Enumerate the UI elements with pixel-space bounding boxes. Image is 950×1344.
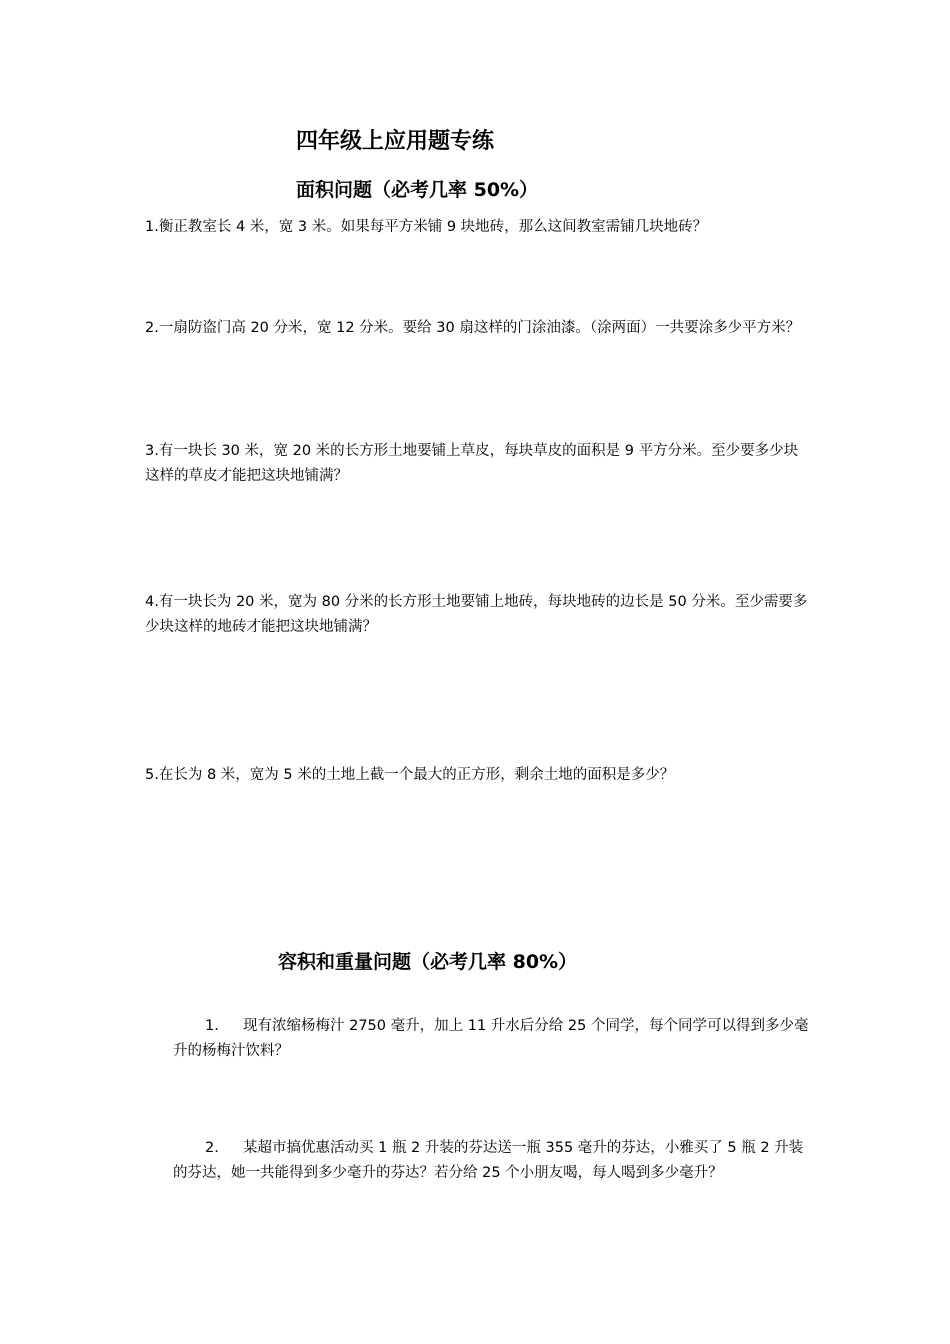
page-title: 四年级上应用题专练 [296, 129, 495, 154]
area-question-4: 4.有一块长为 20 米，宽为 80 分米的长方形土地要铺上地砖，每块地砖的边长是 50 分米。至少需要多少块这样的地砖才能把这块地铺满？ [145, 594, 808, 635]
question-number: 2. [205, 1140, 219, 1156]
question-text: 现有浓缩杨梅汁 2750 毫升，加上 11 升水后分给 25 个同学，每个同学可以得到多少毫升的杨梅汁饮料？ [173, 1018, 809, 1059]
area-question-5: 5.在长为 8 米，宽为 5 米的土地上截一个最大的正方形，剩余土地的面积是多少？ [145, 767, 675, 783]
section-heading-area: 面积问题（必考几率 50%） [296, 179, 539, 201]
area-question-2: 2.一扇防盗门高 20 分米，宽 12 分米。要给 30 扇这样的门涂油漆。（涂两面）一共要涂多少平方米？ [145, 320, 801, 336]
question-number: 1. [205, 1018, 219, 1034]
area-question-1: 1.衡正教室长 4 米，宽 3 米。如果每平方米铺 9 块地砖，那么这间教室需铺几块地砖？ [145, 219, 708, 235]
area-question-3: 3.有一块长 30 米，宽 20 米的长方形土地要铺上草皮，每块草皮的面积是 9 平方分米。至少要多少块这样的草皮才能把这块地铺满？ [145, 443, 799, 484]
volume-question-1 [173, 1014, 810, 1064]
section-heading-volume-weight: 容积和重量问题（必考几率 80%） [278, 951, 578, 973]
question-text: 某超市搞优惠活动买 1 瓶 2 升装的芬达送一瓶 355 毫升的芬达，小雅买了 5 瓶 2 升装的芬达，她一共能得到多少毫升的芬达？若分给 25 个小朋友喝，每人喝到多少毫升？ [173, 1140, 804, 1181]
volume-question-2 [173, 1136, 810, 1186]
